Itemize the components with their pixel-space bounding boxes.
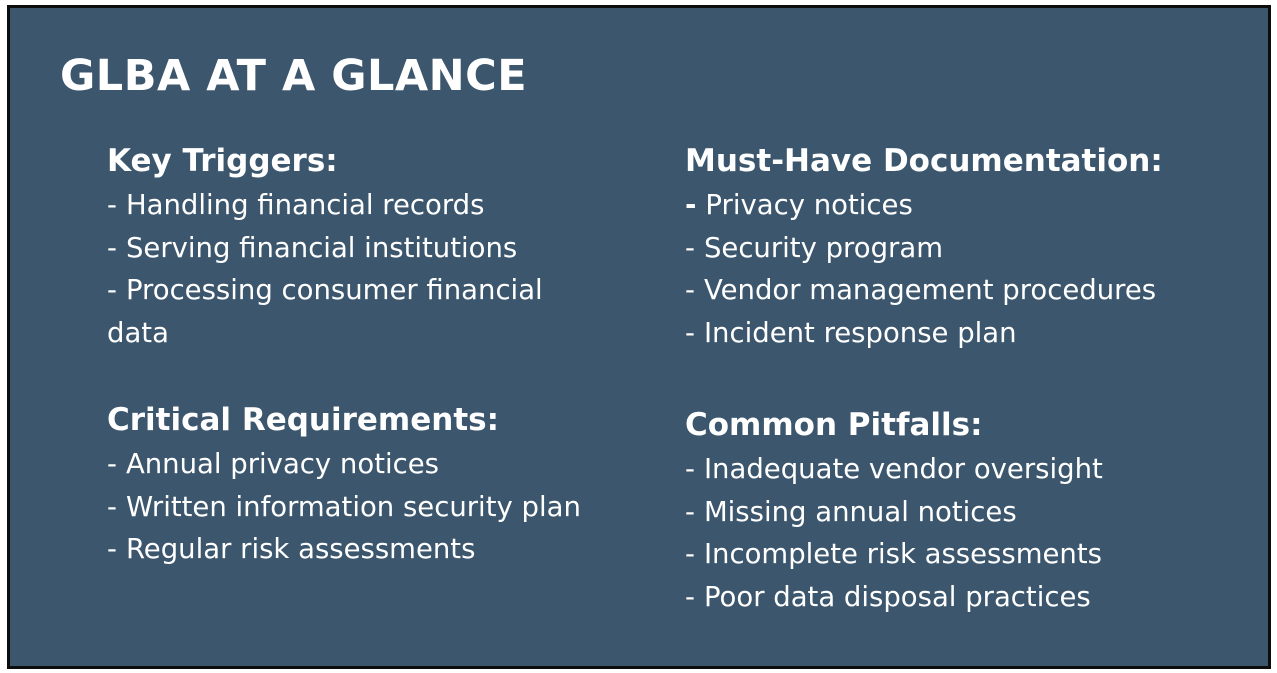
- list-item: [107, 227, 577, 270]
- bullet-list: [685, 184, 1245, 354]
- bullet-dash: -: [685, 538, 695, 570]
- bullet-dash: -: [685, 580, 695, 613]
- list-item-text: Written information security plan: [125, 490, 581, 523]
- list-item-text: Annual privacy notices: [125, 448, 439, 480]
- critical-requirements-section: [107, 400, 627, 571]
- list-item: [107, 184, 577, 227]
- section-heading: Common Pitfalls:: [685, 407, 983, 443]
- bullet-dash: -: [107, 490, 117, 523]
- bullet-dash: -: [685, 453, 695, 485]
- section-heading: Critical Requirements:: [107, 402, 499, 438]
- bullet-dash: -: [107, 448, 117, 480]
- list-item: [685, 269, 1245, 312]
- bullet-dash: -: [685, 274, 695, 306]
- list-item-text: Poor data disposal practices: [703, 580, 1091, 613]
- common-pitfalls-section: [685, 405, 1245, 618]
- list-item-text: Inadequate vendor oversight: [703, 453, 1103, 485]
- list-item-text: Missing annual notices: [703, 495, 1017, 528]
- list-item-text: Incident response plan: [703, 316, 1017, 349]
- bullet-dash: -: [685, 189, 697, 221]
- bullet-list: [107, 443, 627, 571]
- page-title: GLBA AT A GLANCE: [60, 51, 528, 101]
- list-item: [685, 312, 1245, 355]
- bullet-dash: -: [685, 495, 695, 528]
- list-item-text: Serving financial institutions: [125, 231, 518, 264]
- glba-summary-card: [7, 5, 1271, 669]
- list-item-text: Privacy notices: [705, 189, 913, 221]
- list-item-text: Security program: [703, 231, 943, 264]
- bullet-list: [685, 448, 1245, 618]
- bullet-dash: -: [107, 189, 117, 221]
- list-item: [685, 184, 1245, 227]
- list-item: [685, 491, 1245, 534]
- bullet-list: [107, 184, 577, 354]
- list-item: [107, 269, 577, 354]
- list-item-text: Handling financial records: [125, 189, 485, 221]
- list-item: [685, 227, 1245, 270]
- list-item-text: Processing consumer financial data: [107, 274, 543, 349]
- section-heading: Key Triggers:: [107, 143, 338, 179]
- list-item-text: Vendor management procedures: [703, 274, 1157, 306]
- list-item-text: Incomplete risk assessments: [703, 538, 1102, 570]
- list-item: [685, 576, 1245, 619]
- list-item: [685, 448, 1245, 491]
- bullet-dash: -: [107, 274, 117, 306]
- list-item: [107, 486, 627, 529]
- list-item: [107, 528, 627, 571]
- section-heading: Must-Have Documentation:: [685, 143, 1163, 179]
- bullet-dash: -: [107, 533, 117, 565]
- bullet-dash: -: [685, 231, 695, 264]
- list-item-text: Regular risk assessments: [125, 533, 476, 565]
- must-have-documentation-section: [685, 141, 1245, 354]
- bullet-dash: -: [685, 316, 695, 349]
- bullet-dash: -: [107, 231, 117, 264]
- list-item: [685, 533, 1245, 576]
- key-triggers-section: [107, 141, 577, 354]
- list-item: [107, 443, 627, 486]
